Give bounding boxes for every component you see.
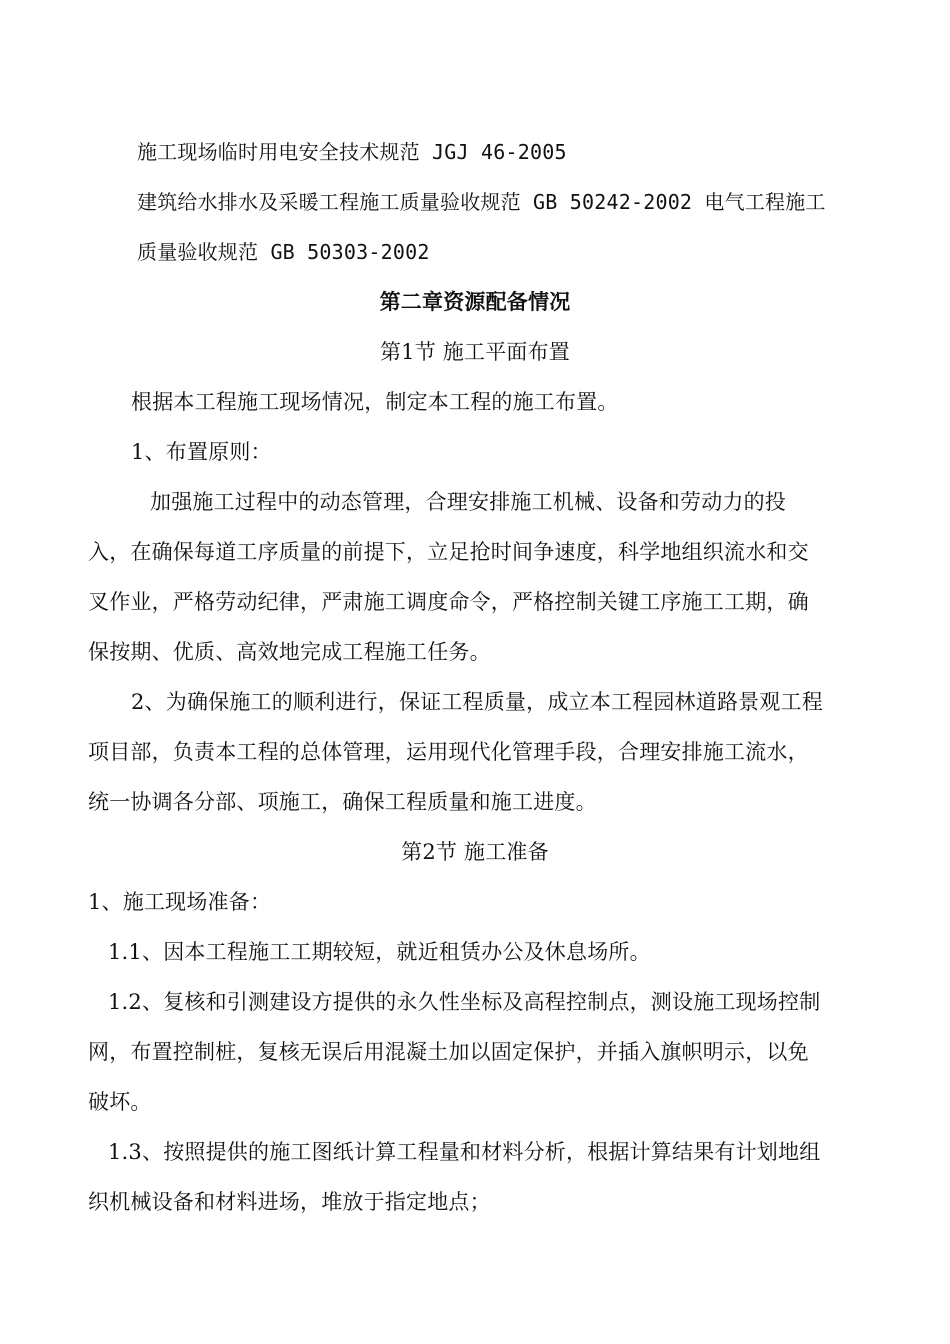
section-1-title: 第1节 施工平面布置 (379, 340, 571, 364)
item-2-paragraph-line-2: 项目部，负责本工程的总体管理，运用现代化管理手段，合理安排施工流水， (88, 740, 809, 764)
section-1-intro: 根据本工程施工现场情况，制定本工程的施工布置。 (131, 390, 619, 414)
item-1-paragraph-line-3: 叉作业，严格劳动纪律，严肃施工调度命令，严格控制关键工序施工工期，确 (88, 590, 809, 614)
standard-line-2: 建筑给水排水及采暖工程施工质量验收规范 GB 50242-2002 电气工程施工 (137, 190, 826, 214)
item-1-3-line-1: 1.3、按照提供的施工图纸计算工程量和材料分析，根据计算结果有计划地组 (108, 1140, 821, 1164)
item-2-paragraph-line-1: 2、为确保施工的顺利进行，保证工程质量，成立本工程园林道路景观工程 (131, 690, 823, 714)
section-2-title: 第2节 施工准备 (401, 840, 549, 864)
item-2-paragraph-line-3: 统一协调各分部、项施工，确保工程质量和施工进度。 (88, 790, 597, 814)
item-1-3-line-2: 织机械设备和材料进场，堆放于指定地点； (88, 1190, 491, 1214)
section-2-heading: 1、施工现场准备： (88, 890, 272, 914)
item-1-2-line-2: 网，布置控制桩，复核无误后用混凝土加以固定保护，并插入旗帜明示，以免 (88, 1040, 809, 1064)
item-1-paragraph-line-2: 入，在确保每道工序质量的前提下，立足抢时间争速度，科学地组织流水和交 (88, 540, 809, 564)
chapter-title: 第二章资源配备情况 (379, 289, 571, 314)
standard-line-3: 质量验收规范 GB 50303-2002 (137, 240, 430, 264)
standard-line-1: 施工现场临时用电安全技术规范 JGJ 46-2005 (137, 140, 567, 164)
item-1-paragraph-line-1: 加强施工过程中的动态管理，合理安排施工机械、设备和劳动力的投 (150, 490, 786, 514)
item-1-1: 1.1、因本工程施工工期较短，就近租赁办公及休息场所。 (108, 940, 651, 964)
item-1-paragraph-line-4: 保按期、优质、高效地完成工程施工任务。 (88, 640, 491, 664)
item-1-2-line-1: 1.2、复核和引测建设方提供的永久性坐标及高程控制点，测设施工现场控制 (108, 990, 821, 1014)
item-1-heading: 1、布置原则： (131, 440, 272, 464)
item-1-2-line-3: 破坏。 (88, 1090, 152, 1114)
